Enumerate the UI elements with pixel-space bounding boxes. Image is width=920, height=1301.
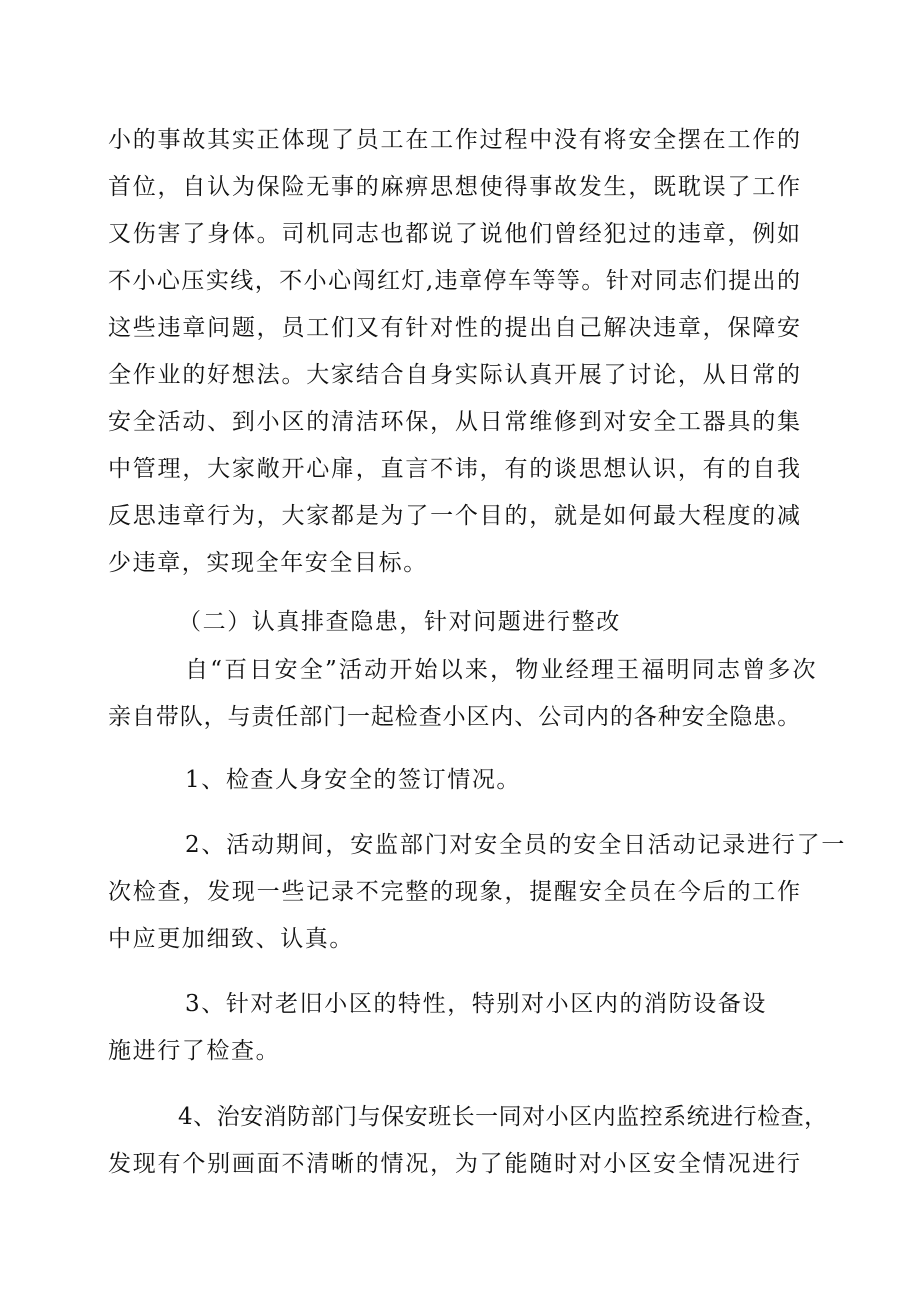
paragraph-line: 全作业的好想法。大家结合自身实际认真开展了讨论，从日常的 <box>108 362 800 388</box>
list-item: 4、治安消防部门与保安班长一同对小区内监控系统进行检查， <box>178 1104 828 1130</box>
paragraph-line: 小的事故其实正体现了员工在工作过程中没有将安全摆在工作的 <box>108 127 800 153</box>
paragraph-line: 这些违章问题，员工们又有针对性的提出自己解决违章，保障安 <box>108 315 800 341</box>
paragraph-line: 发现有个别画面不清晰的情况，为了能随时对小区安全情况进行 <box>108 1151 800 1177</box>
paragraph-line: 少违章，实现全年安全目标。 <box>108 550 428 576</box>
paragraph-line: 自“百日安全”活动开始以来，物业经理王福明同志曾多次 <box>185 657 818 683</box>
paragraph-line: 施进行了检查。 <box>108 1038 281 1064</box>
paragraph-line: 次检查，发现一些记录不完整的现象，提醒安全员在今后的工作 <box>108 879 800 905</box>
paragraph-line: 亲自带队，与责任部门一起检查小区内、公司内的各种安全隐患。 <box>108 704 802 730</box>
paragraph-line: 中应更加细致、认真。 <box>108 926 354 952</box>
paragraph-line: 首位，自认为保险无事的麻痹思想使得事故发生，既耽误了工作 <box>108 174 800 200</box>
list-item: 3、针对老旧小区的特性，特别对小区内的消防设备设 <box>185 991 768 1017</box>
list-item: 2、活动期间，安监部门对安全员的安全日活动记录进行了一 <box>185 832 847 858</box>
section-heading: （二）认真排查隐患，针对问题进行整改 <box>178 609 621 635</box>
paragraph-line: 中管理，大家敞开心扉，直言不讳，有的谈思想认识，有的自我 <box>108 456 800 482</box>
paragraph-line: 又伤害了身体。司机同志也都说了说他们曾经犯过的违章，例如 <box>108 221 800 247</box>
paragraph-line: 反思违章行为，大家都是为了一个目的，就是如何最大程度的减 <box>108 503 800 529</box>
list-item: 1、检查人身安全的签订情况。 <box>185 767 522 793</box>
paragraph-line: 不小心压实线，不小心闯红灯,违章停车等等。针对同志们提出的 <box>108 268 800 294</box>
paragraph-line: 安全活动、到小区的清洁环保，从日常维修到对安全工器具的集 <box>108 409 800 435</box>
